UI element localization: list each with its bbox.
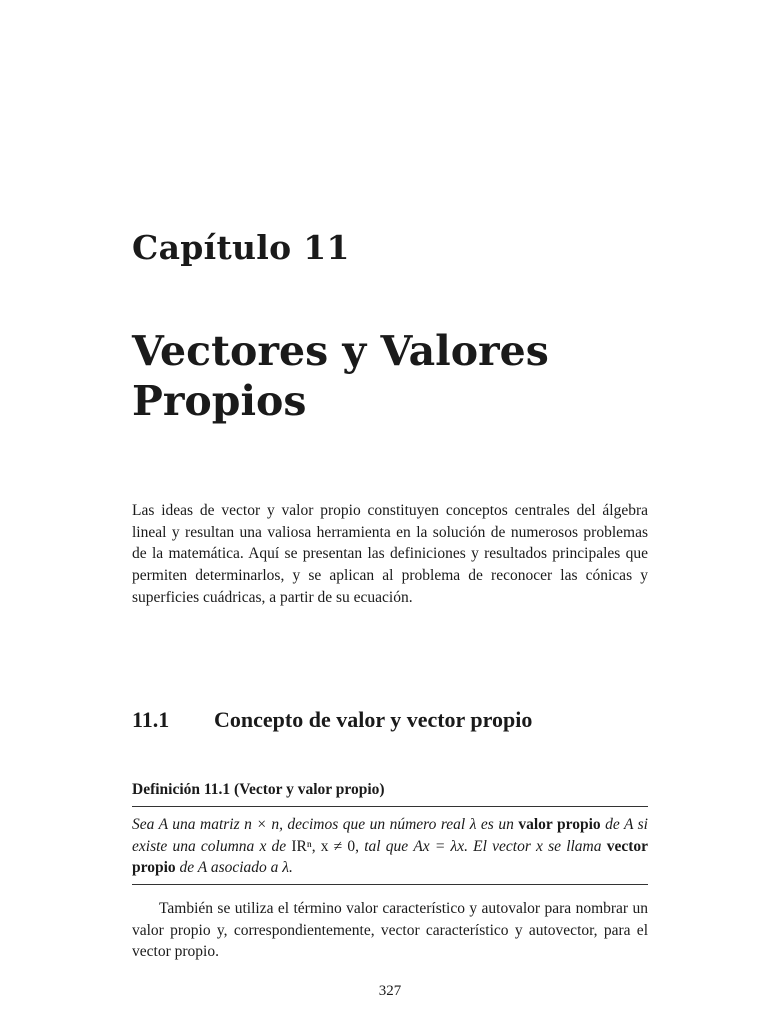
chapter-label: Capítulo 11 xyxy=(132,228,350,267)
definition-text-2: de A si existe una columna x de xyxy=(132,816,648,855)
section-heading xyxy=(132,705,652,735)
definition-heading: Definición 11.1 (Vector y valor propio) xyxy=(132,781,385,798)
chapter-title-line-2: Propios xyxy=(132,377,307,425)
chapter-title xyxy=(132,326,652,426)
section-number: 11.1 xyxy=(132,707,170,732)
page-number: 327 xyxy=(378,983,402,999)
definition-text-3: , x ≠ 0, xyxy=(311,837,360,855)
definition-top-rule xyxy=(132,806,648,807)
definition-bold-vector-propio: vector propio xyxy=(132,837,648,877)
definition-bold-valor-propio: valor propio xyxy=(518,816,601,833)
definition-text-6: de A asociado a λ. xyxy=(175,859,293,877)
definition-text-1: Sea A una matriz n × n, decimos que un número real λ es un xyxy=(132,816,514,833)
body-paragraph: También se utiliza el término valor característico y autovalor para nombrar un valor propio y, correspondientemente, vector característico y autovector, para el vector propio. xyxy=(132,900,648,961)
intro-paragraph: Las ideas de vector y valor propio constituyen conceptos centrales del álgebra lineal y resultan una valiosa herramienta en la solución de numerosos problemas de la matemática. Aquí se presentan las definiciones y resultados principales que permiten determinarlos, y se aplican al problema de reconocer las cónicas y superficies cuádricas, a partir de su ecuación. xyxy=(132,502,648,606)
definition-bottom-rule xyxy=(132,884,648,885)
definition-body xyxy=(132,814,648,879)
definition-text-4: tal que xyxy=(359,837,409,855)
definition-text-5: Ax = λx. El vector x se llama xyxy=(413,837,607,855)
definition-rn-symbol: IRⁿ xyxy=(291,837,312,855)
chapter-title-line-1: Vectores y Valores xyxy=(132,327,549,375)
section-title: Concepto de valor y vector propio xyxy=(214,707,533,732)
